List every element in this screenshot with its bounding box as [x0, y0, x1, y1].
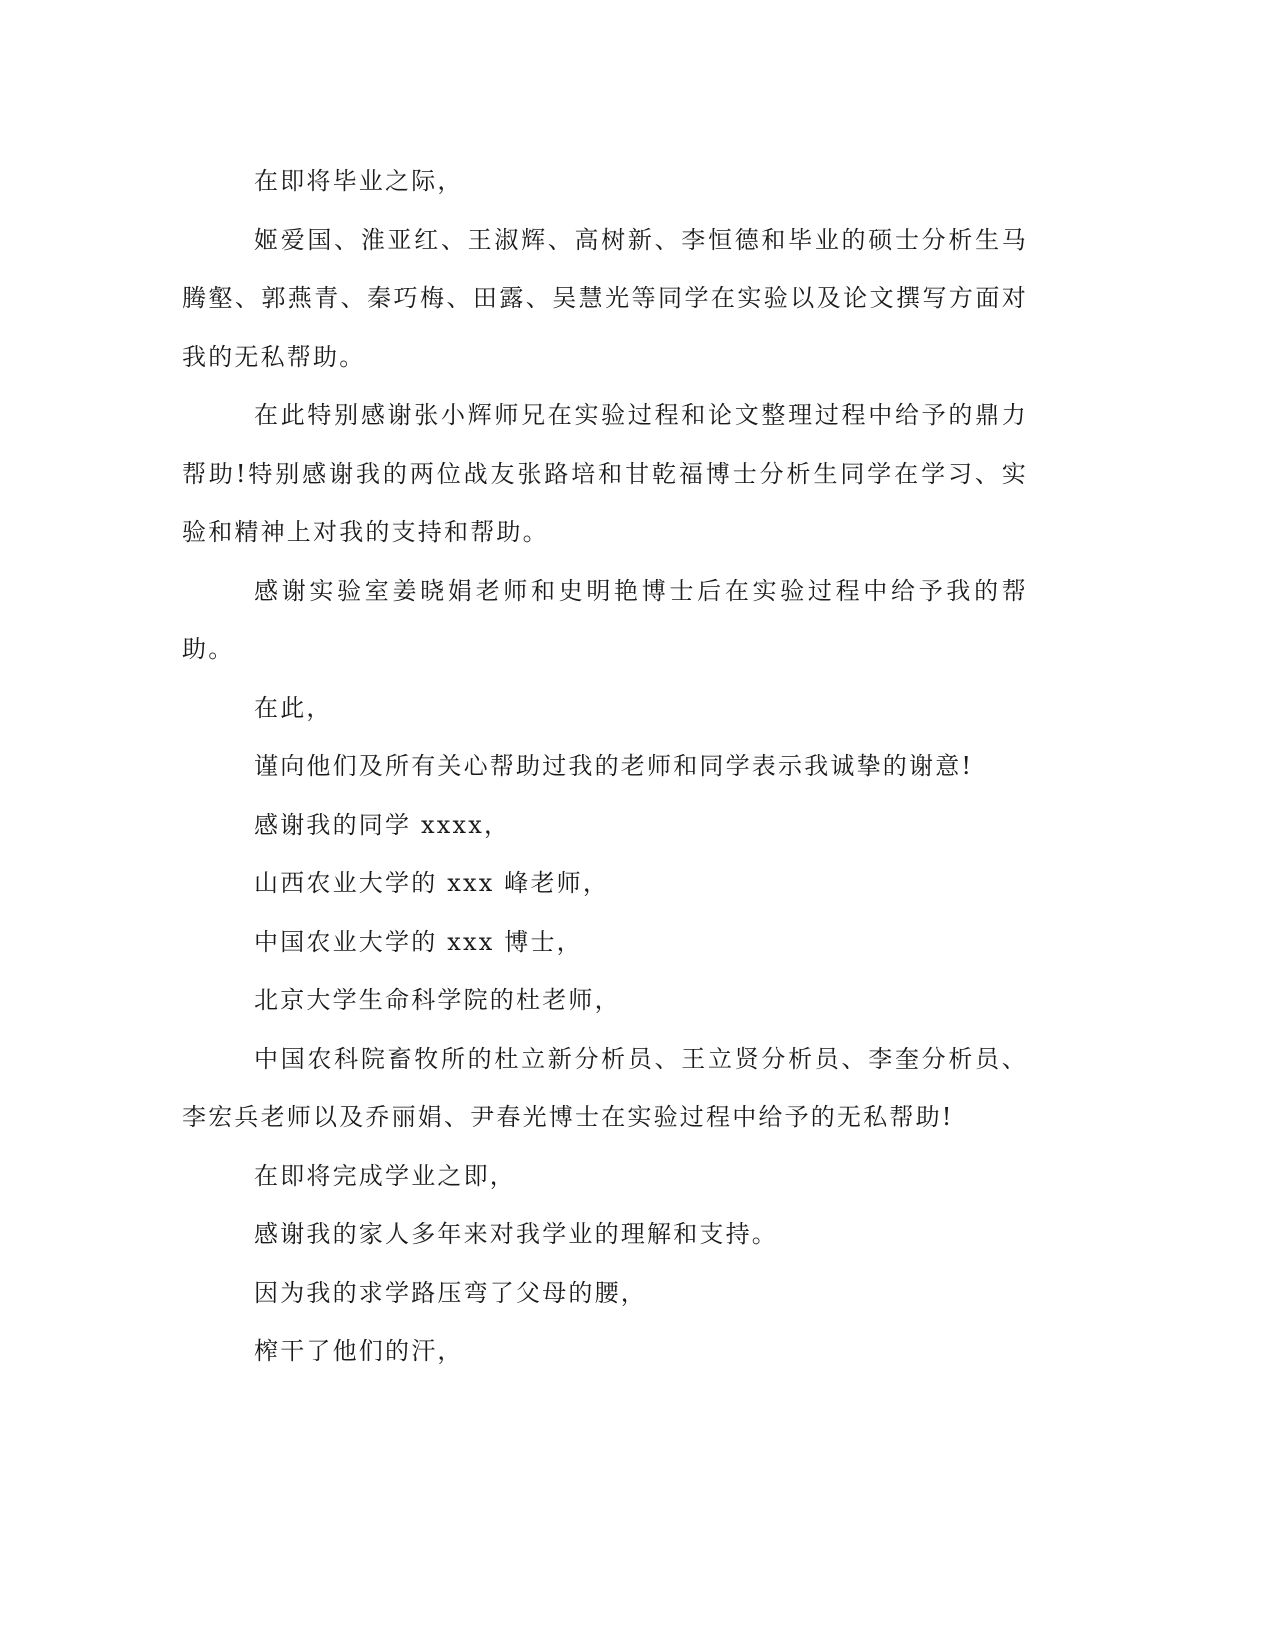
- paragraph: 北京大学生命科学院的杜老师，: [254, 986, 621, 1014]
- paragraph: 感谢实验室姜晓娟老师和史明艳博士后在实验过程中给予我的帮助。: [182, 576, 1028, 663]
- paragraph: 感谢我的同学 xxxx，: [254, 810, 511, 839]
- paragraph: 感谢我的家人多年来对我学业的理解和支持。: [254, 1220, 778, 1248]
- paragraph: 在即将毕业之际，: [254, 167, 464, 195]
- paragraph: 因为我的求学路压弯了父母的腰，: [254, 1278, 647, 1307]
- paragraph: 榨干了他们的汗，: [254, 1337, 464, 1365]
- paragraph: 中国农业大学的 xxx 博士，: [254, 927, 583, 956]
- paragraph: 中国农科院畜牧所的杜立新分析员、王立贤分析员、李奎分析员、李宏兵老师以及乔丽娟、尹春光博士在实验过程中给予的无私帮助!: [182, 1044, 1028, 1131]
- document-body: [182, 152, 1028, 1381]
- paragraph: 姬爱国、淮亚红、王淑辉、高树新、李恒德和毕业的硕士分析生马腾壑、郭燕青、秦巧梅、田露、吴慧光等同学在实验以及论文撰写方面对我的无私帮助。: [182, 225, 1028, 371]
- paragraph: 在此，: [254, 693, 333, 722]
- paragraph: 在此特别感谢张小辉师兄在实验过程和论文整理过程中给予的鼎力帮助!特别感谢我的两位战友张路培和甘乾福博士分析生同学在学习、实验和精神上对我的支持和帮助。: [182, 401, 1028, 546]
- paragraph: 在即将完成学业之即，: [254, 1161, 516, 1190]
- paragraph: 谨向他们及所有关心帮助过我的老师和同学表示我诚挚的谢意!: [254, 752, 974, 780]
- paragraph: 山西农业大学的 xxx 峰老师，: [254, 869, 610, 897]
